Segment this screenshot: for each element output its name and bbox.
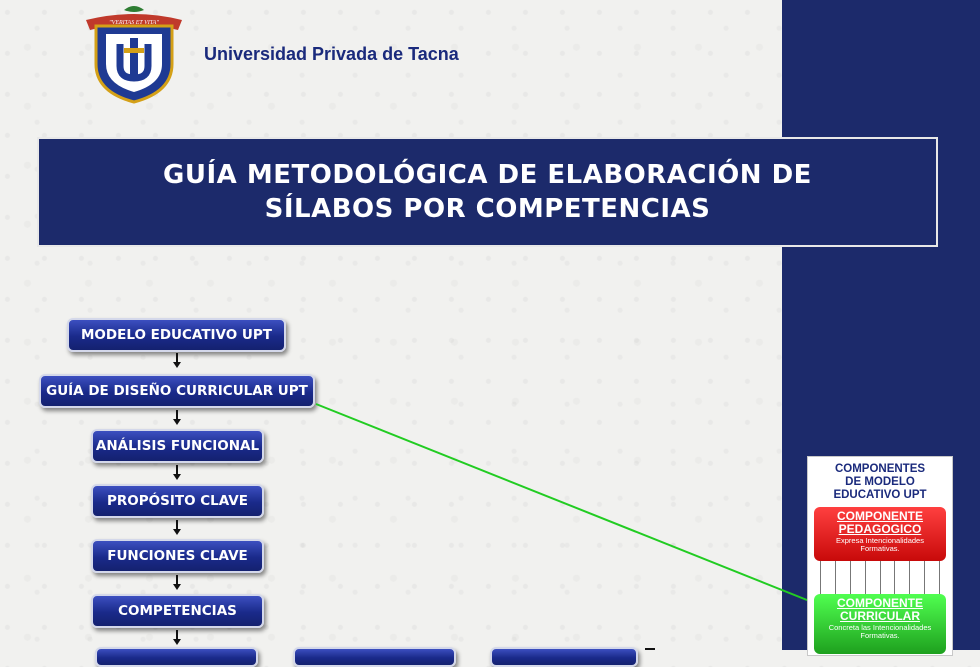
university-name: Universidad Privada de Tacna (204, 44, 459, 64)
step-proposito-clave[interactable]: PROPÓSITO CLAVE (91, 484, 264, 518)
componente-curricular-subtitle: Concreta las Intencionalidades Formativas. (828, 623, 932, 640)
componente-curricular-title: COMPONENTE CURRICULAR (836, 596, 923, 623)
step-modelo-educativo[interactable]: MODELO EDUCATIVO UPT (67, 318, 286, 352)
step-competencias[interactable]: COMPETENCIAS (91, 594, 264, 628)
banner-title-line-1: GUÍA METODOLÓGICA DE ELABORACIÓN DE (163, 160, 812, 190)
flow-arrow-down-icon (172, 575, 182, 591)
step-funciones-clave[interactable]: FUNCIONES CLAVE (91, 539, 264, 573)
step-analisis-funcional[interactable]: ANÁLISIS FUNCIONAL (91, 429, 264, 463)
flow-arrow-down-icon (172, 465, 182, 481)
flow-arrow-down-icon (172, 520, 182, 536)
flow-arrow-down-icon (172, 630, 182, 646)
step-partial-box-1[interactable] (95, 647, 258, 667)
legend-title: COMPONENTES DE MODELO EDUCATIVO UPT (833, 463, 927, 501)
logo-motto: "VERITAS ET VITA" (109, 20, 159, 26)
step-partial-box-2[interactable] (293, 647, 456, 667)
componente-pedagogico-subtitle: Expresa Intencionalidades Formativas. (836, 536, 924, 553)
componente-pedagogico-title: COMPONENTE PEDAGOGICO (836, 509, 923, 536)
title-banner (37, 137, 938, 247)
banner-title-line-2: SÍLABOS POR COMPETENCIAS (264, 194, 711, 224)
flow-arrow-down-icon (172, 410, 182, 426)
pillars (820, 561, 940, 594)
componente-curricular (814, 594, 946, 654)
components-legend (807, 456, 953, 656)
step-guia-diseno-curricular[interactable]: GUÍA DE DISEÑO CURRICULAR UPT (39, 374, 315, 408)
flow-arrow-down-icon (172, 353, 182, 369)
componente-pedagogico (814, 507, 946, 561)
step-partial-box-3[interactable] (490, 647, 638, 667)
university-logo (80, 4, 188, 104)
